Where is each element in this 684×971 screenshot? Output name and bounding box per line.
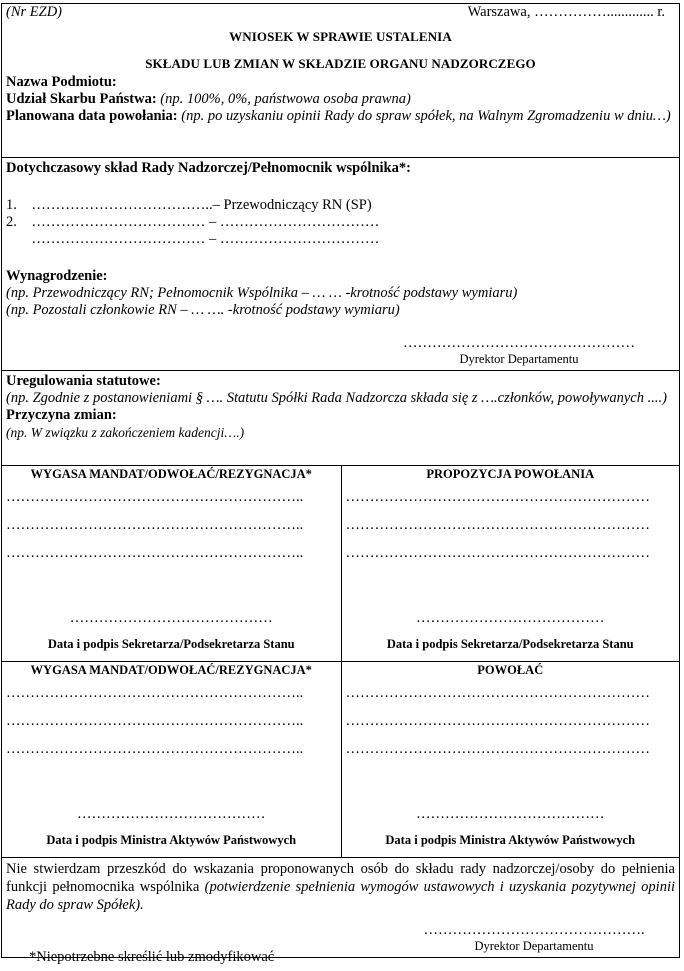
expire-entry-line[interactable]: …………………………………………………….. — [6, 741, 304, 757]
appoint-entry-line[interactable]: ……………………………………………………… — [345, 713, 650, 729]
minister-signature-line-left[interactable]: ………………………………… — [77, 806, 266, 822]
minister-signature-label-right: Data i podpis Ministra Aktywów Państwowych — [385, 833, 636, 847]
change-reason-label: Przyczyna zmian: — [6, 407, 117, 423]
remuneration-chair: (np. Przewodniczący RN; Pełnomocnik Wspólnika – … … -krotność podstawy wymiaru) — [6, 285, 518, 301]
current-composition-heading: Dotychczasowy skład Rady Nadzorczej/Pełnomocnik wspólnika*: — [6, 160, 411, 176]
current-composition-section — [2, 160, 679, 371]
expire-entry-line[interactable]: …………………………………………………….. — [6, 489, 304, 505]
member-line-2[interactable]: 2. ……………………………… – …………………………… — [6, 214, 380, 230]
confirmation-text — [6, 860, 675, 914]
proposal-entry-line[interactable]: ……………………………………………………… — [345, 489, 650, 505]
final-director-signature-label: Dyrektor Departamentu — [474, 939, 594, 953]
director-signature — [369, 335, 669, 366]
expire-mandate-column-2 — [2, 662, 341, 857]
state-share-label: Udział Skarbu Państwa: — [6, 91, 157, 107]
expire-mandate-heading-2: WYGASA MANDAT/ODWOŁAĆ/REZYGNACJA* — [30, 663, 312, 677]
appoint-heading: POWOŁAĆ — [477, 663, 544, 677]
appointment-proposal-column — [341, 466, 680, 661]
minister-signature-line-right[interactable]: ………………………………… — [416, 806, 605, 822]
appoint-column — [341, 662, 680, 857]
expire-entry-line[interactable]: …………………………………………………….. — [6, 713, 304, 729]
minister-decision-box — [2, 662, 679, 858]
secretary-signature-label-right: Data i podpis Sekretarza/Podsekretarza Stanu — [386, 637, 634, 651]
appoint-entry-line[interactable]: ……………………………………………………… — [345, 685, 650, 701]
expire-entry-line[interactable]: …………………………………………………….. — [6, 545, 304, 561]
place-date-field[interactable]: Warszawa, ……………............. r. — [467, 4, 665, 20]
secretary-signature-line-left[interactable]: …………………………………… — [69, 610, 273, 626]
confirmation-section — [2, 860, 679, 957]
secretary-decision-box — [2, 466, 679, 662]
secretary-signature-label-left: Data i podpis Sekretarza/Podsekretarza Stanu — [47, 637, 295, 651]
final-director-signature-line[interactable]: ………………………………………. — [423, 922, 645, 938]
member-line-3[interactable]: ……………………………… – …………………………… — [6, 231, 380, 247]
director-signature-label: Dyrektor Departamentu — [459, 352, 579, 366]
form-title — [6, 28, 675, 72]
proposal-entry-line[interactable]: ……………………………………………………… — [345, 517, 650, 533]
form-title-line1: WNIOSEK W SPRAWIE USTALENIA — [229, 29, 452, 44]
secretary-signature-line-right[interactable]: ………………………………… — [416, 610, 605, 626]
final-director-signature — [399, 922, 669, 953]
member-line-1[interactable]: 1. ………………………………..– Przewodniczący RN (SP) — [6, 197, 372, 213]
appointment-date-line — [6, 108, 675, 125]
expire-mandate-heading-1: WYGASA MANDAT/ODWOŁAĆ/REZYGNACJA* — [30, 467, 312, 481]
proposal-entry-line[interactable]: ……………………………………………………… — [345, 545, 650, 561]
document-number: (Nr EZD) — [6, 4, 62, 20]
footnote: *Niepotrzebne skreślić lub zmodyfikować — [29, 949, 275, 965]
statute-hint: (np. Zgodnie z postanowieniami § …. Statutu Spółki Rada Nadzorcza składa się z ….członków, powoływanych ....) — [6, 390, 667, 406]
confirmation-hint: (potwierdzenie spełnienia wymogów ustawowych i uzyskania pozytywnej opinii Rady do spraw Spółek). — [6, 879, 676, 913]
expire-entry-line[interactable]: …………………………………………………….. — [6, 685, 304, 701]
state-share-hint: (np. 100%, 0%, państwowa osoba prawna) — [160, 91, 411, 107]
confirmation-statement: Nie stwierdzam przeszkód do wskazania proponowanych osób do składu rady nadzorczej/osoby do pełnienia funkcji pełnomocnika wspólnika — [6, 861, 675, 895]
state-share-line — [6, 91, 675, 108]
appointment-proposal-heading: PROPOZYCJA POWOŁANIA — [426, 467, 595, 481]
header-section — [2, 4, 679, 158]
director-signature-line[interactable]: ………………………………………… — [403, 335, 635, 351]
form-title-line2: SKŁADU LUB ZMIAN W SKŁADZIE ORGANU NADZORCZEGO — [145, 56, 536, 71]
appointment-date-label: Planowana data powołania: — [6, 108, 178, 124]
appointment-date-hint: (np. po uzyskaniu opinii Rady do spraw spółek, na Walnym Zgromadzeniu w dniu…) — [181, 108, 671, 124]
minister-signature-label-left: Data i podpis Ministra Aktywów Państwowych — [46, 833, 297, 847]
statute-section — [2, 373, 679, 466]
expire-entry-line[interactable]: …………………………………………………….. — [6, 517, 304, 533]
remuneration-members: (np. Pozostali członkowie RN – … …. -krotność podstawy wymiaru) — [6, 302, 400, 318]
expire-mandate-column-1 — [2, 466, 341, 661]
statute-label: Uregulowania statutowe: — [6, 373, 161, 389]
application-form — [1, 3, 680, 958]
appoint-entry-line[interactable]: ……………………………………………………… — [345, 741, 650, 757]
entity-name-label: Nazwa Podmiotu: — [6, 74, 117, 90]
change-reason-hint: (np. W związku z zakończeniem kadencji….) — [6, 425, 245, 440]
remuneration-label: Wynagrodzenie: — [6, 268, 108, 284]
